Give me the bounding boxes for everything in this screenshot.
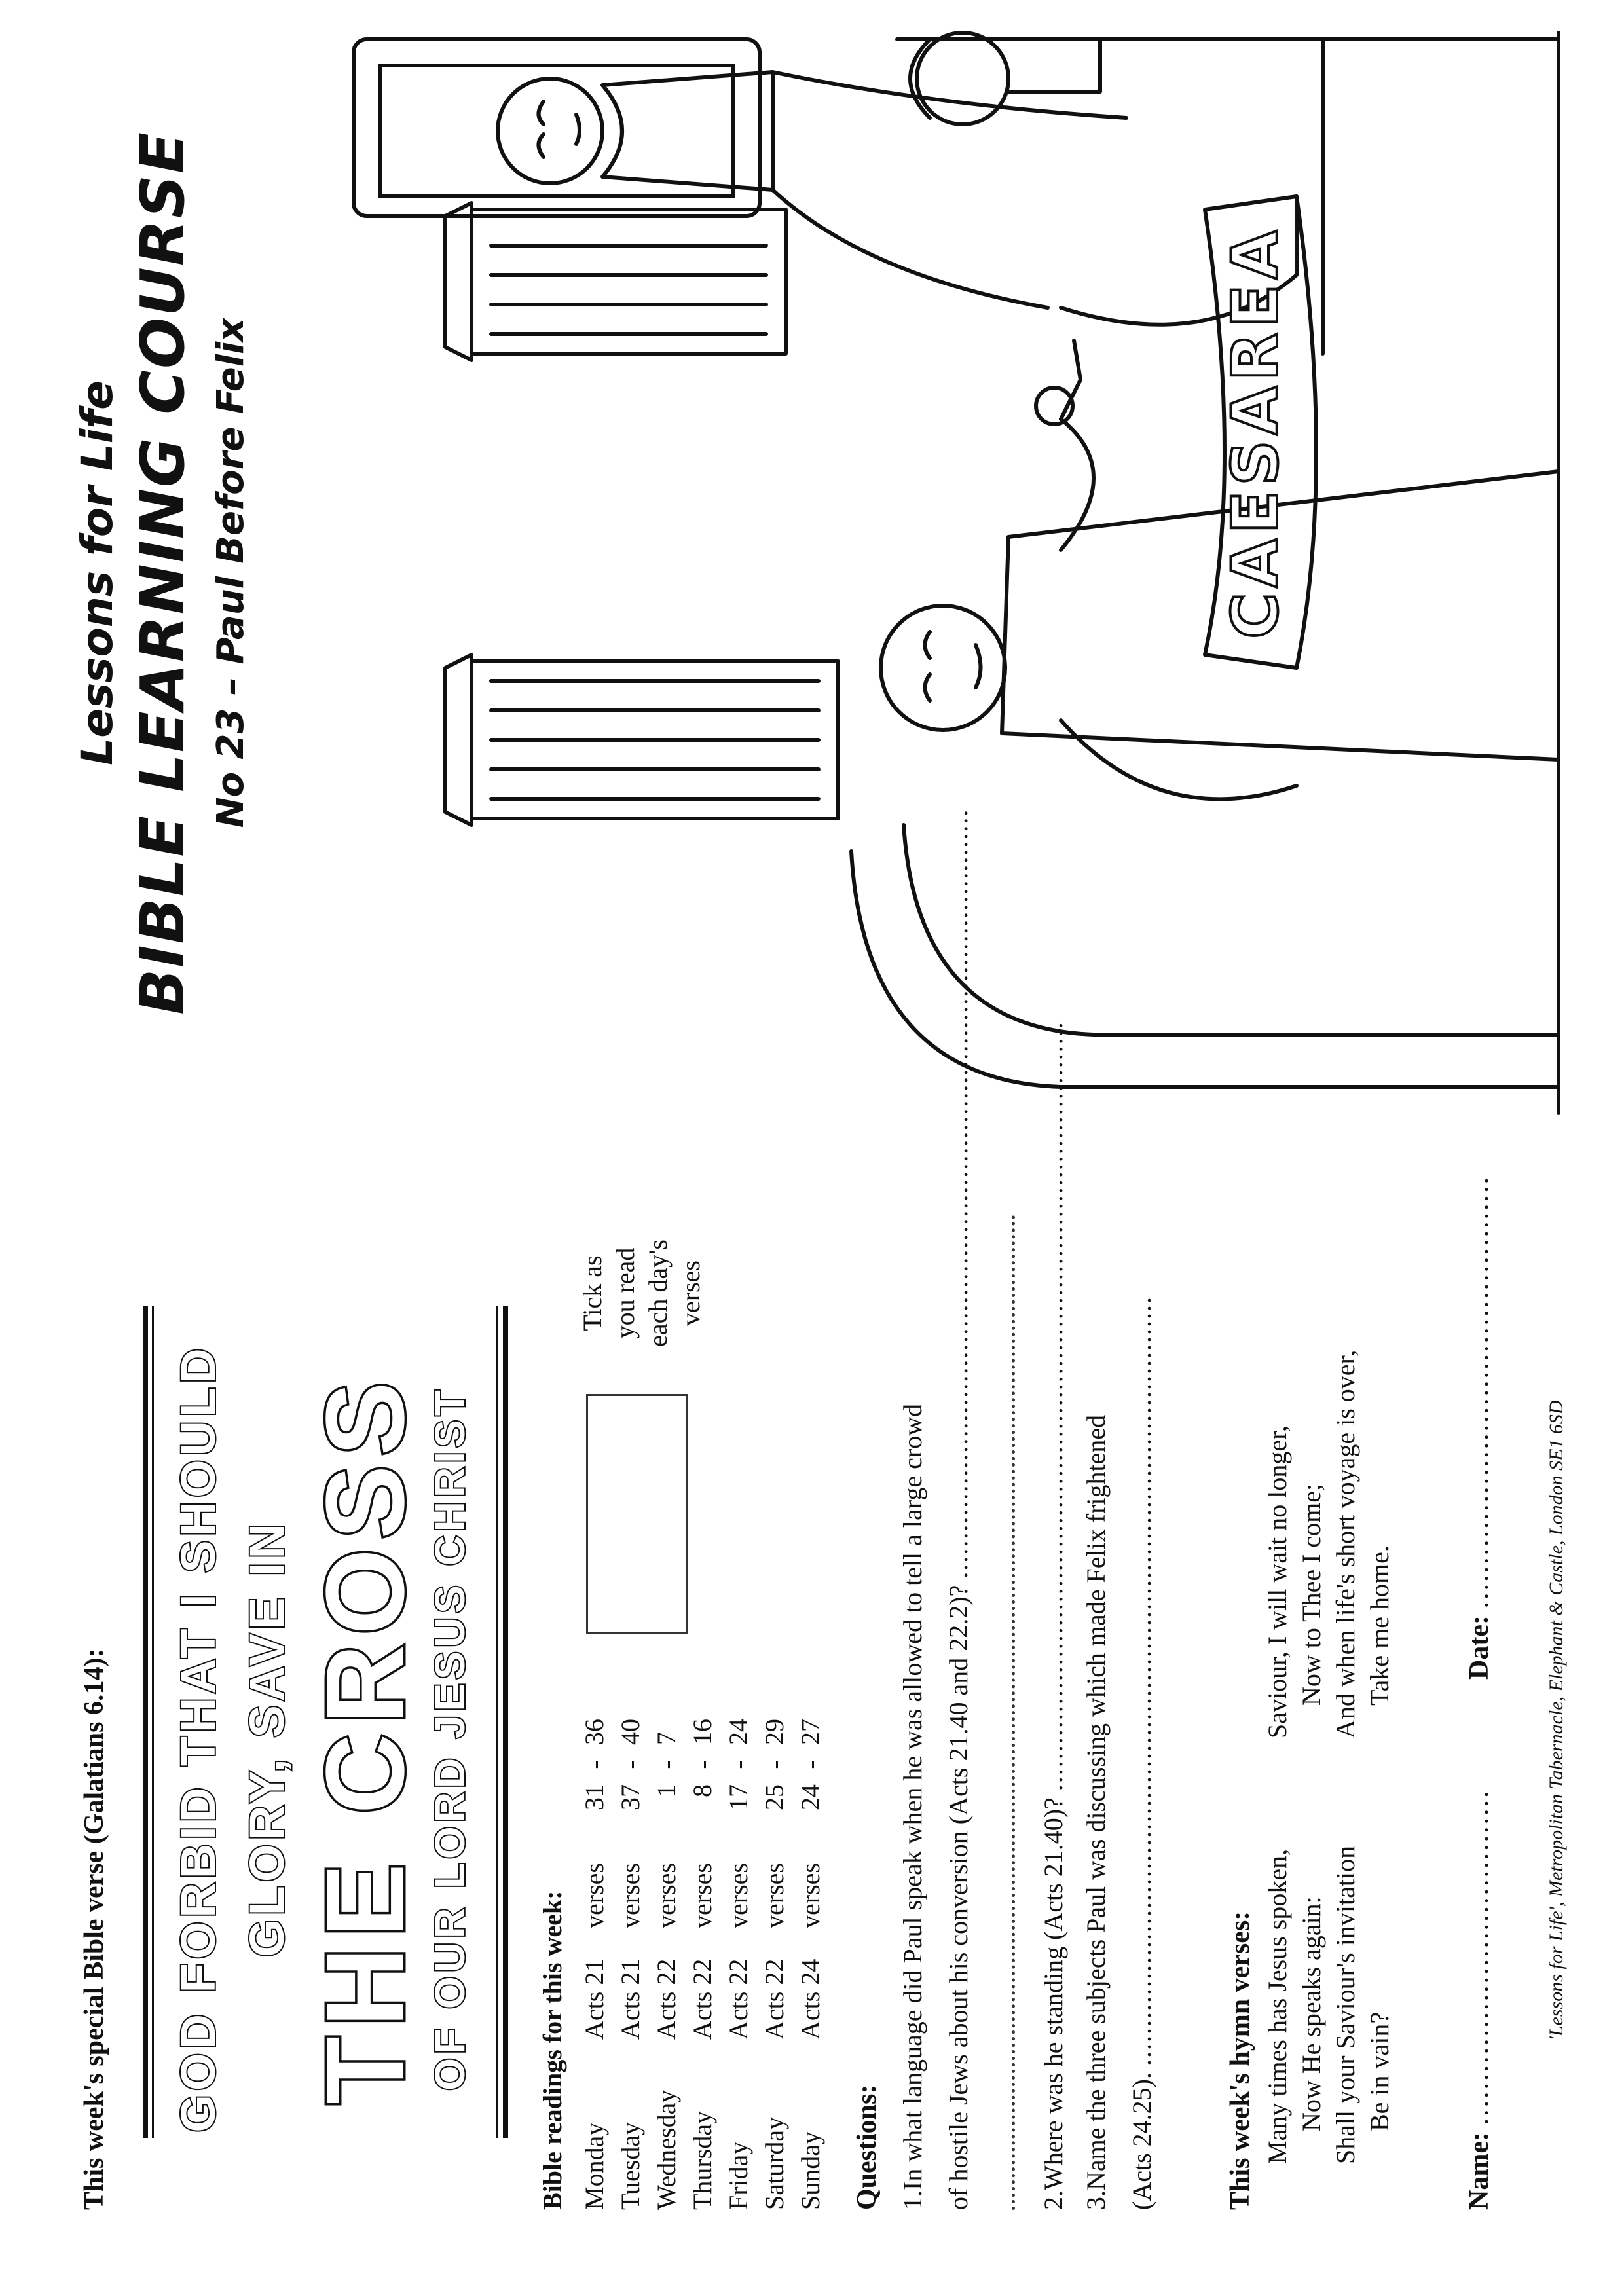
question-1-text: of hostile Jews about his conversion (Acts 21.40 and 22.2)? <box>944 1585 973 2210</box>
reading-book: Acts 22 <box>688 1958 717 2040</box>
reading-verses-word: verses <box>796 1863 825 1928</box>
reading-verses-word: verses <box>616 1863 645 1928</box>
reading-verses-word: verses <box>652 1863 681 1928</box>
reading-dash: - <box>580 1760 609 1769</box>
question-1-line-1: 1.In what language did Paul speak when he was allowed to tell a large crowd <box>898 1403 927 2210</box>
question-3-line-2 <box>1126 1215 1157 2210</box>
tick-note <box>576 1221 707 1365</box>
cover-panel <box>0 0 1624 1146</box>
reading-to: 27 <box>796 1719 825 1745</box>
verse-line-3: THE CROSS <box>303 1372 428 2104</box>
tick-box[interactable] <box>586 1394 688 1634</box>
answer-2-dots[interactable]: .................................................................................................. <box>1039 1021 1068 1791</box>
soldier-figure <box>910 33 1100 124</box>
verse-line-2: GLORY, SAVE IN <box>240 1520 294 1957</box>
reading-day: Monday <box>580 2122 609 2210</box>
answer-3-dots[interactable]: .................................................................................................. <box>1127 1296 1156 2066</box>
hymn-line: Many times has Jesus spoken, <box>1263 1848 1292 2164</box>
bottom-rule-thick <box>503 1306 508 2138</box>
questions-title: Questions: <box>852 2084 882 2210</box>
name-row <box>1464 1790 1495 2210</box>
reading-verses-word: verses <box>724 1863 753 1928</box>
hymn-verse-right <box>1261 1350 1397 1738</box>
reading-day: Tuesday <box>616 2121 645 2210</box>
reading-from: 31 <box>580 1784 609 1810</box>
reading-dash: - <box>652 1760 681 1769</box>
reading-row <box>684 1699 720 2210</box>
reading-dash: - <box>796 1760 825 1769</box>
top-rule-thin <box>152 1306 154 2138</box>
hymn-line: Now to Thee I come; <box>1297 1483 1326 1706</box>
tick-note-line: each day's <box>643 1239 673 1347</box>
name-field[interactable]: ...................................... <box>1464 1789 1494 2125</box>
footer-address: 'Lessons for Life', Metropolitan Tabernacle, Elephant & Castle, London SE1 6SD <box>1545 1400 1567 2041</box>
reading-row <box>792 1699 828 2210</box>
reading-verses-word: verses <box>580 1863 609 1928</box>
reading-row <box>756 1699 792 2210</box>
reading-to: 16 <box>688 1719 717 1745</box>
readings-title: Bible readings for this week: <box>538 1890 567 2210</box>
hymn-line: Shall your Saviour's invitation <box>1331 1845 1360 2164</box>
tick-note-line: you read <box>610 1247 640 1339</box>
bottom-rule-thin <box>496 1306 498 2138</box>
reading-day: Thursday <box>688 2110 717 2210</box>
reading-day: Wednesday <box>652 2089 681 2210</box>
readings-list <box>576 1699 828 2210</box>
reading-from: 25 <box>760 1784 789 1810</box>
hymn-title: This week's hymn verses: <box>1225 1911 1255 2210</box>
tick-note-line: verses <box>676 1260 705 1326</box>
reading-to: 40 <box>616 1719 645 1745</box>
name-label: Name: <box>1464 2132 1494 2210</box>
reading-to: 36 <box>580 1719 609 1745</box>
reading-day: Friday <box>724 2141 753 2210</box>
reading-row <box>576 1699 612 2210</box>
banner-text: CAESAREA <box>1219 225 1292 639</box>
top-rule-thick <box>143 1306 148 2138</box>
reading-row <box>648 1699 684 2210</box>
reading-from: 17 <box>724 1784 753 1810</box>
reading-from: 24 <box>796 1784 825 1810</box>
reading-book: Acts 24 <box>796 1958 825 2040</box>
reading-to: 7 <box>652 1732 681 1745</box>
reading-dash: - <box>688 1760 717 1769</box>
reading-from: 37 <box>616 1784 645 1810</box>
paul-before-felix-illustration <box>275 20 1604 1126</box>
pillar-left <box>445 655 838 825</box>
date-row <box>1464 1175 1495 1680</box>
question-2-text: 2.Where was he standing (Acts 21.40)? <box>1039 1797 1068 2210</box>
hymn-line: Be in vain? <box>1365 2011 1394 2131</box>
hymn-line: Take me home. <box>1365 1545 1394 1706</box>
reading-book: Acts 22 <box>724 1958 753 2040</box>
reading-dash: - <box>760 1760 789 1769</box>
verse-line-1: GOD FORBID THAT I SHOULD <box>171 1344 225 2133</box>
tick-note-line: Tick as <box>578 1255 607 1331</box>
hymn-verse-left <box>1261 1846 1397 2164</box>
question-3-text: (Acts 24.25). <box>1127 2072 1156 2210</box>
course-title: BIBLE LEARNING COURSE <box>128 131 198 1015</box>
date-label: Date: <box>1464 1615 1494 1680</box>
reading-row <box>612 1699 648 2210</box>
verse-heading: This week's special Bible verse (Galatians 6.14): <box>79 1648 109 2210</box>
reading-from: 1 <box>652 1784 681 1797</box>
verse-line-4: OF OUR LORD JESUS CHRIST <box>426 1386 473 2091</box>
question-3-line-1: 3.Name the three subjects Paul was discussing which made Felix frightened <box>1081 1414 1111 2210</box>
reading-verses-word: verses <box>760 1863 789 1928</box>
reading-book: Acts 22 <box>760 1958 789 2040</box>
series-title: Lessons for Life <box>72 380 122 765</box>
reading-day: Sunday <box>796 2131 825 2210</box>
question-1-line-2 <box>943 808 974 2210</box>
reading-dash: - <box>616 1760 645 1769</box>
lesson-panel <box>0 808 1624 2295</box>
arch-inner <box>904 825 1559 1035</box>
reading-to: 24 <box>724 1719 753 1745</box>
reading-verses-word: verses <box>688 1863 717 1928</box>
reading-from: 8 <box>688 1784 717 1797</box>
pillar-right <box>445 203 786 360</box>
hymn-line: Saviour, I will wait no longer, <box>1263 1425 1292 1738</box>
reading-book: Acts 22 <box>652 1958 681 2040</box>
hymn-line: Now He speaks again: <box>1297 1896 1326 2131</box>
reading-day: Saturday <box>760 2116 789 2210</box>
date-field[interactable]: ................................................. <box>1464 1175 1494 1609</box>
answer-1-extra-line[interactable] <box>1012 1215 1015 2210</box>
reading-row <box>720 1699 756 2210</box>
answer-1-dots[interactable]: .................................................................................................. <box>944 808 973 1579</box>
reading-book: Acts 21 <box>616 1958 645 2040</box>
lesson-title: No 23 – Paul Before Felix <box>210 318 252 828</box>
reading-to: 29 <box>760 1719 789 1745</box>
reading-dash: - <box>724 1760 753 1769</box>
hymn-line: And when life's short voyage is over, <box>1331 1349 1360 1738</box>
question-2-line <box>1038 1021 1069 2210</box>
reading-book: Acts 21 <box>580 1958 609 2040</box>
arch-left <box>851 851 1559 1087</box>
